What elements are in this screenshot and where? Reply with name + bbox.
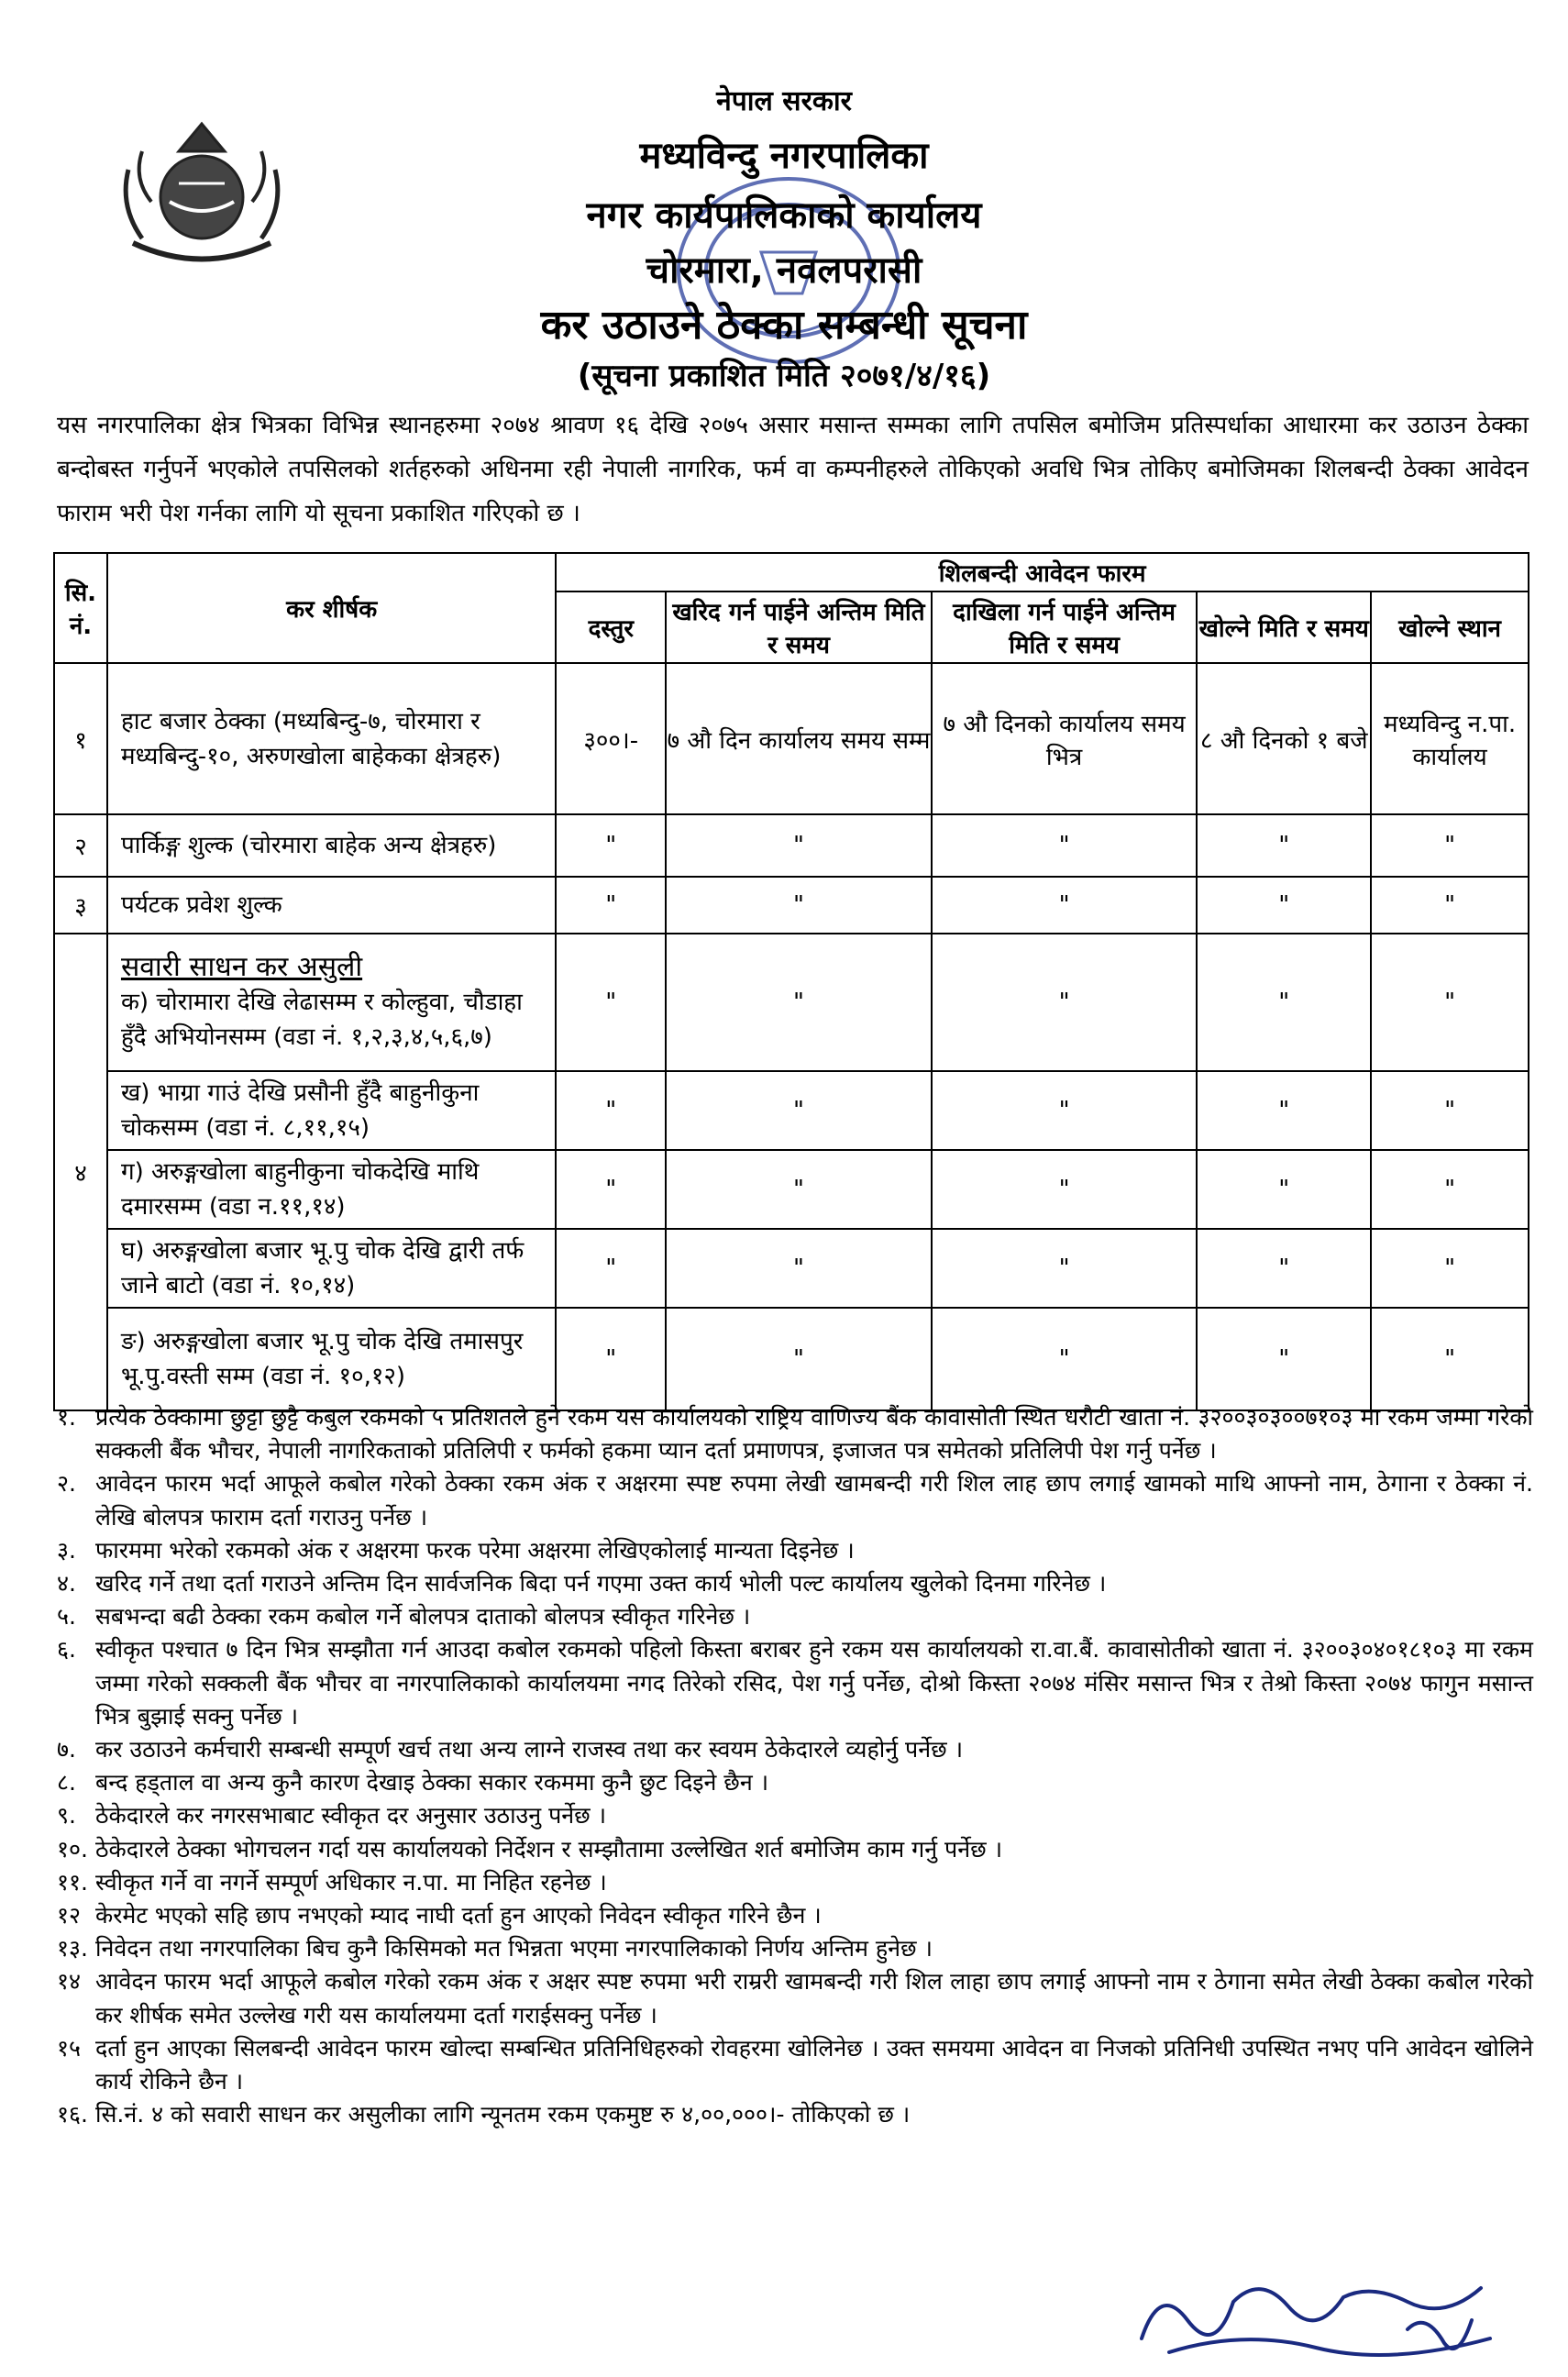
condition-text: खरिद गर्ने तथा दर्ता गराउने अन्तिम दिन सार्वजनिक बिदा पर्न गएमा उक्त कार्य भोली पल्ट कार्यालय खुलेको दिनमा गरिनेछ । — [95, 1570, 1107, 1598]
condition-number: १२ — [57, 1902, 82, 1929]
row-purchase: ७ औ दिन कार्यालय समय सम्म — [666, 663, 932, 814]
condition-text: फारममा भरेको रकमको अंक र अक्षरमा फरक परेमा अक्षरमा लेखिएकोलाई मान्यता दिइनेछ । — [95, 1536, 855, 1564]
list-item — [57, 1733, 1533, 1766]
header-fee: दस्तुर — [556, 591, 666, 663]
conditions-list — [57, 1401, 1533, 2131]
header-submit-deadline: दाखिला गर्न पाईने अन्तिम मिति र समय — [932, 591, 1198, 663]
ditto-mark: " — [932, 1150, 1198, 1229]
ditto-mark: " — [1197, 934, 1371, 1071]
ditto-mark: " — [1371, 1150, 1529, 1229]
condition-text: स्वीकृत गर्ने वा नगर्ने सम्पूर्ण अधिकार न.पा. मा निहित रहनेछ । — [95, 1868, 607, 1896]
condition-number: ५. — [57, 1603, 76, 1631]
condition-number: १४ — [57, 1968, 82, 1996]
ditto-mark: " — [932, 1071, 1198, 1150]
row-submit: ७ औ दिनको कार्यालय समय भित्र — [932, 663, 1198, 814]
row-open-time: ८ औ दिनको १ बजे — [1197, 663, 1371, 814]
row-sn: १ — [54, 663, 107, 814]
row-fee: ३००।- — [556, 663, 666, 814]
condition-text: स्वीकृत पश्चात ७ दिन भित्र सम्झौता गर्न आउदा कबोल रकमको पहिलो किस्ता बराबर हुने रकम यस कार्यालयको रा.वा.बैं. कावासोतीको खाता नं. ३२००३०४०१८१०३ मा रकम जम्मा गरेको सक्कली बैंक भौचर वा नगरपालिकाको कार्यालयमा नगद तिरेको रसिद, पेश गर्नु पर्नेछ, दोश्रो किस्ता २०७४ मंसिर मसान्त भित्र र तेश्रो किस्ता २०७४ फागुन मसान्त भित्र बुझाई सक्नु पर्नेछ । — [95, 1636, 1533, 1730]
ditto-mark: " — [666, 814, 932, 877]
condition-number: ४. — [57, 1570, 76, 1598]
ditto-mark: " — [556, 814, 666, 877]
condition-text: निवेदन तथा नगरपालिका बिच कुनै किसिमको मत भिन्नता भएमा नगरपालिकाको निर्णय अन्तिम हुनेछ । — [95, 1935, 933, 1962]
bid-table — [53, 552, 1529, 1411]
list-item — [57, 1766, 1533, 1799]
condition-text: कर उठाउने कर्मचारी सम्बन्धी सम्पूर्ण खर्च तथा अन्य लाग्ने राजस्व तथा कर स्वयम ठेकेदारले व्यहोर्नु पर्नेछ । — [95, 1736, 964, 1763]
ditto-mark: " — [1371, 1229, 1529, 1308]
municipality-name: मध्यविन्दु नगरपालिका — [639, 135, 929, 177]
sub-item-e: ङ) अरुङ्गखोला बजार भू.पु चोक देखि तमासपुर भू.पु.वस्ती सम्म (वडा नं. १०,१२) — [107, 1308, 556, 1410]
signature-icon — [1132, 2265, 1518, 2366]
ditto-mark: " — [932, 814, 1198, 877]
ditto-mark: " — [1197, 1071, 1371, 1150]
government-name: नेपाल सरकार — [716, 85, 852, 117]
ditto-mark: " — [666, 1071, 932, 1150]
ditto-mark: " — [1197, 1308, 1371, 1410]
list-item — [57, 1467, 1533, 1533]
table-row — [54, 934, 1529, 1071]
condition-text: केरमेट भएको सहि छाप नभएको म्याद नाघी दर्ता हुन आएको निवेदन स्वीकृत गरिने छैन । — [95, 1902, 822, 1929]
list-item — [57, 2032, 1533, 2098]
table-row — [54, 1229, 1529, 1308]
ditto-mark: " — [666, 1308, 932, 1410]
row-item: पर्यटक प्रवेश शुल्क — [107, 877, 556, 934]
condition-text: आवेदन फारम भर्दा आफूले कबोल गरेको रकम अंक र अक्षर स्पष्ट रुपमा भरी राम्ररी खामबन्दी गरी शिल लाहा छाप लगाई आफ्नो नाम र ठेगाना समेत लेखी ठेक्का कबोल गरेको कर शीर्षक समेत उल्लेख गरी यस कार्यालयमा दर्ता गराईसक्नु पर्नेछ । — [95, 1968, 1533, 2029]
row-sn: ३ — [54, 877, 107, 934]
header-form-group: शिलबन्दी आवेदन फारम — [556, 553, 1529, 591]
ditto-mark: " — [932, 934, 1198, 1071]
ditto-mark: " — [556, 1229, 666, 1308]
vehicle-tax-title: सवारी साधन कर असुली — [120, 951, 363, 983]
ditto-mark: " — [1197, 814, 1371, 877]
sub-item-b: ख) भाग्रा गाउं देखि प्रसौनी हुँदै बाहुनीकुना चोकसम्म (वडा नं. ८,११,१५) — [107, 1071, 556, 1150]
condition-text: दर्ता हुन आएका सिलबन्दी आवेदन फारम खोल्दा सम्बन्धित प्रतिनिधिहरुको रोवहरमा खोलिनेछ । उक्त समयमा आवेदन वा निजको प्रतिनिधी उपस्थित नभए पनि आवेदन खोलिने कार्य रोकिने छैन । — [95, 2034, 1533, 2095]
sub-item-d: घ) अरुङ्गखोला बजार भू.पु चोक देखि द्वारी तर्फ जाने बाटो (वडा नं. १०,१४) — [107, 1229, 556, 1308]
list-item — [57, 1965, 1533, 2031]
sub-item-text: क) चोरामारा देखि लेढासम्म र कोल्हुवा, चौडाहा हुँदै अभियोनसम्म (वडा नं. १,२,३,४,५,६,७) — [120, 989, 523, 1051]
row-sn: ४ — [54, 934, 107, 1410]
header-tax-title: कर शीर्षक — [107, 553, 556, 663]
ditto-mark: " — [666, 934, 932, 1071]
ditto-mark: " — [556, 1308, 666, 1410]
condition-text: बन्द हड्ताल वा अन्य कुनै कारण देखाइ ठेक्का सकार रकममा कुनै छुट दिइने छैन । — [95, 1769, 769, 1797]
row-sn: २ — [54, 814, 107, 877]
condition-number: १. — [57, 1404, 76, 1431]
condition-number: १५ — [57, 2034, 82, 2062]
table-row — [54, 877, 1529, 934]
ditto-mark: " — [666, 1150, 932, 1229]
condition-number: ८. — [57, 1769, 76, 1797]
sub-item-a — [107, 934, 556, 1071]
table-row — [54, 1308, 1529, 1410]
ditto-mark: " — [556, 934, 666, 1071]
ditto-mark: " — [666, 877, 932, 934]
publish-date: (सूचना प्रकाशित मिति २०७१/४/१६) — [577, 358, 991, 394]
condition-text: ठेकेदारले कर नगरसभाबाट स्वीकृत दर अनुसार उठाउनु पर्नेछ । — [95, 1802, 607, 1830]
table-row — [54, 814, 1529, 877]
list-item — [57, 1633, 1533, 1733]
header-purchase-deadline: खरिद गर्न पाईने अन्तिम मिति र समय — [666, 591, 932, 663]
list-item — [57, 1600, 1533, 1633]
row-item: हाट बजार ठेक्का (मध्यबिन्दु-७, चोरमारा र मध्यबिन्दु-१०, अरुणखोला बाहेकका क्षेत्रहरु) — [107, 663, 556, 814]
list-item — [57, 1833, 1533, 1866]
condition-text: सि.नं. ४ को सवारी साधन कर असुलीका लागि न्यूनतम रकम एकमुष्ट रु ४,००,०००।- तोकिएको छ । — [95, 2101, 911, 2128]
list-item — [57, 1932, 1533, 1965]
ditto-mark: " — [556, 1071, 666, 1150]
header-sn: सि. नं. — [54, 553, 107, 663]
list-item — [57, 1401, 1533, 1467]
ditto-mark: " — [932, 1308, 1198, 1410]
list-item — [57, 1534, 1533, 1567]
condition-number: ७. — [57, 1736, 76, 1763]
ditto-mark: " — [556, 877, 666, 934]
ditto-mark: " — [1371, 814, 1529, 877]
condition-text: ठेकेदारले ठेक्का भोगचलन गर्दा यस कार्यालयको निर्देशन र सम्झौतामा उल्लेखित शर्त बमोजिम काम गर्नु पर्नेछ । — [95, 1835, 1003, 1863]
list-item — [57, 1899, 1533, 1932]
ditto-mark: " — [1197, 877, 1371, 934]
condition-number: ६. — [57, 1636, 76, 1664]
office-address: चोरमारा, नवलपरासी — [646, 249, 922, 292]
list-item — [57, 1866, 1533, 1899]
row-open-place: मध्यविन्दु न.पा. कार्यालय — [1371, 663, 1529, 814]
condition-number: ९. — [57, 1802, 76, 1830]
table-row — [54, 1150, 1529, 1229]
condition-number: १०. — [57, 1835, 88, 1863]
ditto-mark: " — [932, 1229, 1198, 1308]
intro-paragraph: यस नगरपालिका क्षेत्र भित्रका विभिन्न स्थानहरुमा २०७४ श्रावण १६ देखि २०७५ असार मसान्त सम्मका लागि तपसिल बमोजिम प्रतिस्पर्धाका आधारमा कर उठाउन ठेक्का बन्दोबस्त गर्नुपर्ने भएकोले तपसिलको शर्तहरुको अधिनमा रही नेपाली नागरिक, फर्म वा कम्पनीहरुले तोकिएको अवधि भित्र तोकिए बमोजिमका शिलबन्दी ठेक्का आवेदन फाराम भरी पेश गर्नका लागि यो सूचना प्रकाशित गरिएको छ । — [57, 412, 1529, 527]
list-item — [57, 1567, 1533, 1600]
condition-text: आवेदन फारम भर्दा आफूले कबोल गरेको ठेक्का रकम अंक र अक्षरमा स्पष्ट रुपमा लेखी खामबन्दी गरी शिल लाह छाप लगाई खामको माथि आफ्नो नाम, ठेगाना र ठेक्का नं. लेखि बोलपत्र फाराम दर्ता गराउनु पर्नेछ । — [95, 1470, 1533, 1531]
ditto-mark: " — [1371, 934, 1529, 1071]
row-item: पार्किङ्ग शुल्क (चोरमारा बाहेक अन्य क्षेत्रहरु) — [107, 814, 556, 877]
ditto-mark: " — [1197, 1150, 1371, 1229]
ditto-mark: " — [932, 877, 1198, 934]
ditto-mark: " — [556, 1150, 666, 1229]
office-name: नगर कार्यपालिकाको कार्यालय — [586, 194, 982, 237]
sub-item-c: ग) अरुङ्गखोला बाहुनीकुना चोकदेखि माथि दमारसम्म (वडा न.११,१४) — [107, 1150, 556, 1229]
ditto-mark: " — [1371, 877, 1529, 934]
list-item — [57, 2098, 1533, 2131]
ditto-mark: " — [1197, 1229, 1371, 1308]
list-item — [57, 1799, 1533, 1832]
condition-text: प्रत्येक ठेक्कामा छुट्टा छुट्टै कबुल रकमको ५ प्रतिशतले हुने रकम यस कार्यालयको राष्ट्रिय वाणिज्य बैंक कावासोती स्थित धरौटी खाता नं. ३२००३०३००७१०३ मा रकम जम्मा गरेको सक्कली बैंक भौचर, नेपाली नागरिकताको प्रतिलिपी र फर्मको हकमा प्यान दर्ता प्रमाणपत्र, इजाजत पत्र समेतको प्रतिलिपी पेश गर्नु पर्नेछ । — [95, 1404, 1533, 1465]
header-open-time: खोल्ने मिति र समय — [1197, 591, 1371, 663]
condition-number: ११. — [57, 1868, 88, 1896]
condition-text: सबभन्दा बढी ठेक्का रकम कबोल गर्ने बोलपत्र दाताको बोलपत्र स्वीकृत गरिनेछ । — [95, 1603, 751, 1631]
ditto-mark: " — [1371, 1308, 1529, 1410]
table-row — [54, 663, 1529, 814]
ditto-mark: " — [666, 1229, 932, 1308]
header-open-place: खोल्ने स्थान — [1371, 591, 1529, 663]
table-row — [54, 1071, 1529, 1150]
condition-number: १३. — [57, 1935, 88, 1962]
ditto-mark: " — [1371, 1071, 1529, 1150]
condition-number: १६. — [57, 2101, 88, 2128]
notice-title: कर उठाउने ठेक्का सम्बन्धी सूचना — [540, 302, 1028, 348]
condition-number: २. — [57, 1470, 76, 1498]
condition-number: ३. — [57, 1536, 76, 1564]
